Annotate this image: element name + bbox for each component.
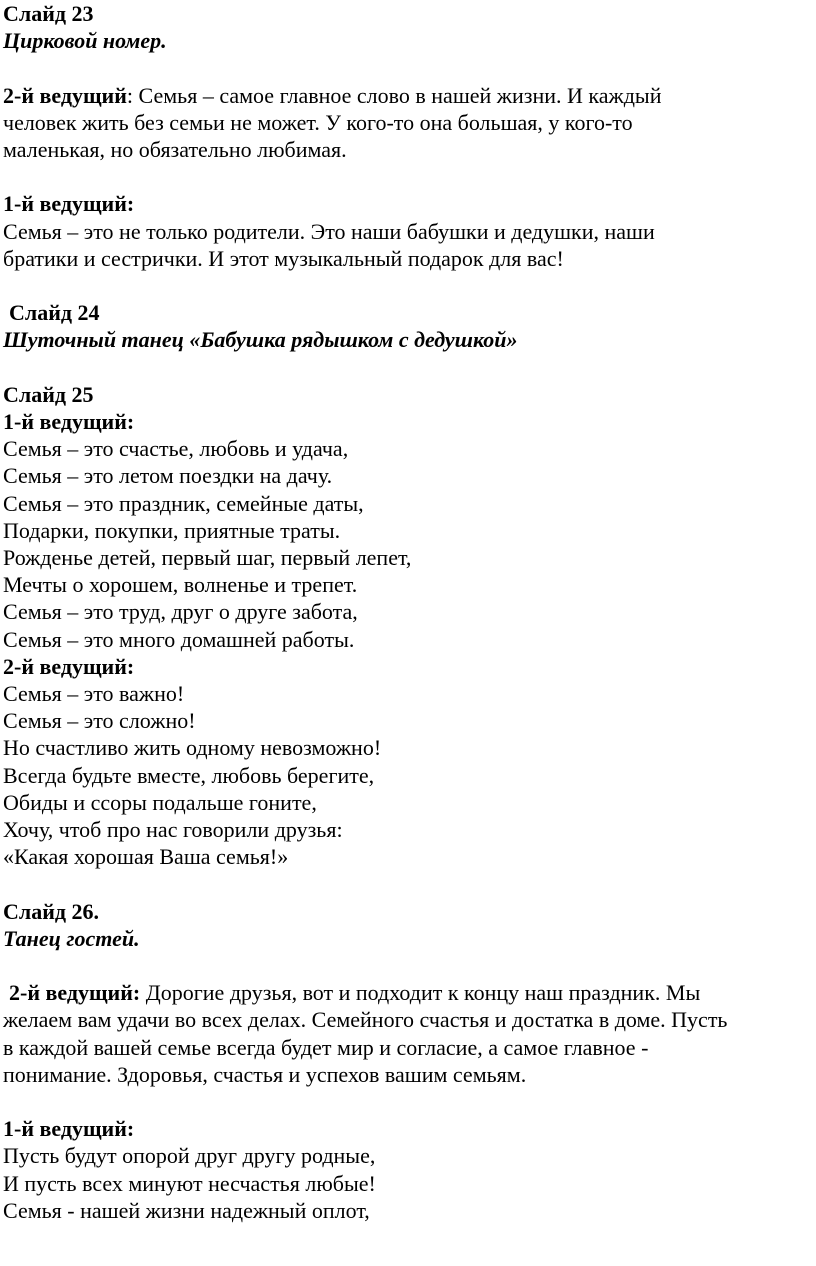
speaker-label: 1-й ведущий: [3, 1116, 135, 1142]
paragraph-text: Дорогие друзья, вот и подходит к концу наш праздник. Мы [140, 980, 701, 1006]
slide-23-title: Слайд 23 [3, 1, 94, 26]
verse-line: Семья – это много домашней работы. [3, 626, 355, 652]
verse-line: «Какая хорошая Ваша семья!» [3, 844, 289, 870]
slide-24-title: Слайд 24 [9, 300, 100, 326]
slide-24-subtitle: Шуточный танец «Бабушка рядышком с дедушкой» [3, 327, 518, 353]
verse-line: Семья – это сложно! [3, 708, 196, 734]
paragraph-line: желаем вам удачи во всех делах. Семейного счастья и достатка в доме. Пусть [3, 1007, 728, 1033]
slide-26-paragraph-1 [3, 979, 813, 1006]
verse-line: Всегда будьте вместе, любовь берегите, [3, 762, 375, 788]
verse-line: Семья – это важно! [3, 681, 185, 707]
document-body [3, 0, 813, 1224]
blank-line [3, 354, 813, 381]
speaker-label: 2-й ведущий [3, 82, 127, 108]
speaker-label: 2-й ведущий: [9, 980, 141, 1006]
paragraph-line: братики и сестрички. И этот музыкальный подарок для вас! [3, 245, 564, 271]
blank-line [3, 870, 813, 897]
speaker-label: 1-й ведущий: [3, 408, 135, 434]
verse-line: Обиды и ссоры подальше гоните, [3, 789, 317, 815]
verse-line: Но счастливо жить одному невозможно! [3, 735, 382, 761]
slide-23-subtitle: Цирковой номер. [3, 28, 167, 54]
paragraph-line: понимание. Здоровья, счастья и успехов вашим семьям. [3, 1061, 527, 1087]
slide-25-title: Слайд 25 [3, 381, 94, 407]
blank-line [3, 163, 813, 190]
verse-line: Хочу, чтоб про нас говорили друзья: [3, 817, 343, 843]
slide-23-paragraph-1 [3, 82, 813, 109]
paragraph-line: в каждой вашей семье всегда будет мир и согласие, а самое главное - [3, 1034, 649, 1060]
paragraph-text: : Семья – самое главное слово в нашей жизни. И каждый [126, 82, 662, 108]
verse-line: Рожденье детей, первый шаг, первый лепет, [3, 545, 412, 570]
verse-line: Семья – это праздник, семейные даты, [3, 490, 364, 516]
speaker-label: 2-й ведущий: [3, 653, 135, 679]
slide-26-subtitle: Танец гостей. [3, 925, 140, 951]
paragraph-line: Семья – это не только родители. Это наши бабушки и дедушки, наши [3, 218, 655, 244]
verse-line: Подарки, покупки, приятные траты. [3, 517, 341, 543]
speaker-label: 1-й ведущий: [3, 191, 135, 217]
paragraph-line: человек жить без семьи не может. У кого-то она большая, у кого-то [3, 109, 633, 135]
verse-line: Пусть будут опорой друг другу родные, [3, 1143, 376, 1169]
blank-line [3, 272, 813, 299]
verse-line: Семья – это счастье, любовь и удача, [3, 436, 349, 462]
paragraph-line: маленькая, но обязательно любимая. [3, 137, 347, 162]
verse-line: Мечты о хорошем, волненье и трепет. [3, 572, 358, 598]
blank-line [3, 952, 813, 979]
blank-line [3, 1088, 813, 1115]
verse-line: И пусть всех минуют несчастья любые! [3, 1170, 376, 1196]
slide-26-title: Слайд 26. [3, 898, 100, 924]
blank-line [3, 54, 813, 81]
verse-line: Семья – это летом поездки на дачу. [3, 463, 333, 489]
verse-line: Семья – это труд, друг о друге забота, [3, 599, 358, 625]
verse-line: Семья - нашей жизни надежный оплот, [3, 1197, 370, 1223]
